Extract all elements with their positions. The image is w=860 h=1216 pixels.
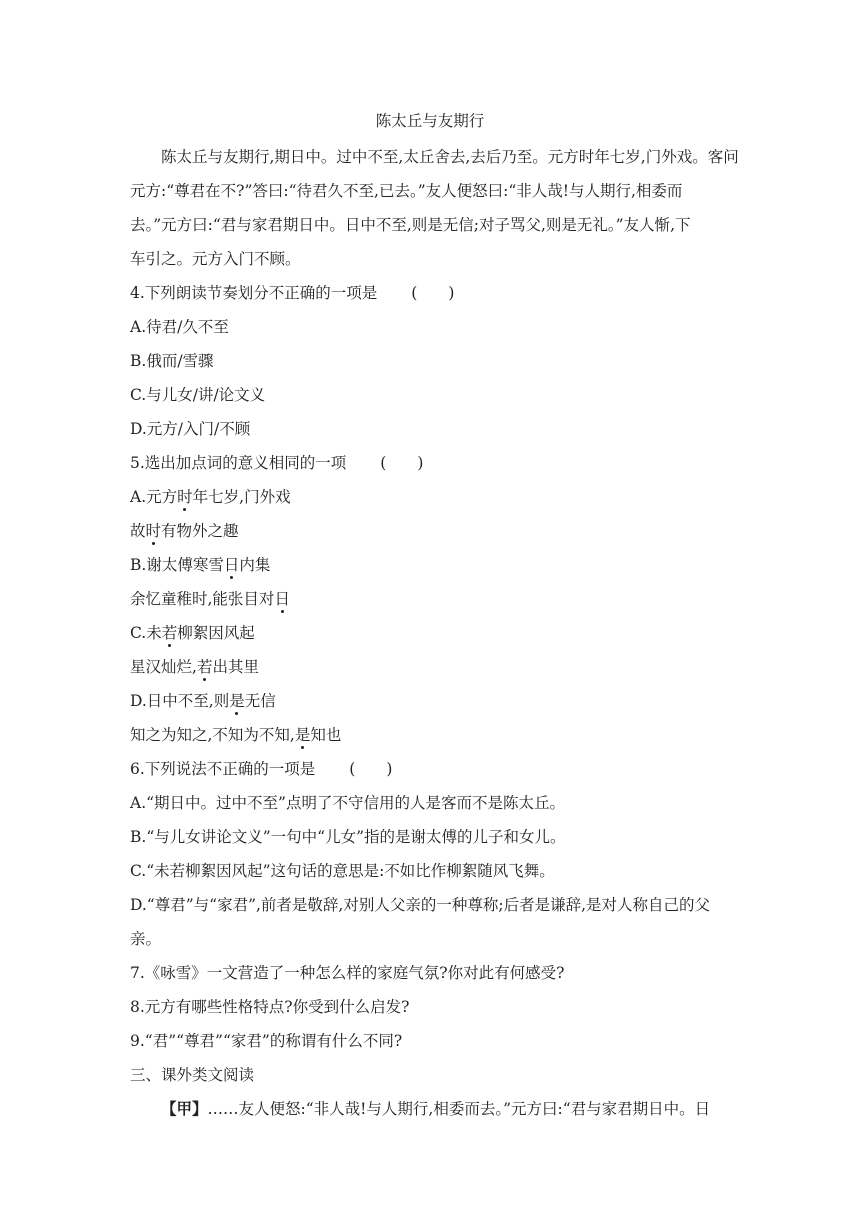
q6-option-b: B.“与儿女讲论文义”一句中“儿女”指的是谢太傅的儿子和女儿。	[130, 828, 566, 846]
text-segment: 余忆童稚时,能张目对	[130, 590, 275, 608]
q4-option-a: A.待君/久不至	[130, 318, 229, 336]
reading-jia	[130, 1099, 730, 1119]
question-6-stem: 6.下列说法不正确的一项是	[130, 760, 316, 778]
q5-option-b-line-2	[130, 589, 290, 609]
text-segment: C.未	[130, 624, 162, 642]
q5-option-a-line-1	[130, 487, 291, 507]
dotted-word: 是	[229, 692, 245, 710]
dotted-word: 日	[274, 590, 290, 608]
text-segment: 柳絮因风起	[177, 624, 255, 642]
dotted-word: 日	[223, 556, 240, 574]
passage-line-3: 去。”元方曰:“君与家君期日中。日中不至,则是无信;对子骂父,则是无礼。”友人惭,下	[130, 216, 691, 234]
q4-option-b: B.俄而/雪骤	[130, 352, 214, 370]
text-segment: 有物外之趣	[161, 522, 239, 540]
text-segment: 出其里	[212, 658, 259, 676]
dotted-word: 时	[177, 488, 193, 506]
q5-option-c-line-1	[130, 623, 255, 643]
q5-option-d-line-1	[130, 691, 276, 711]
question-5-stem: 5.选出加点词的意义相同的一项	[130, 454, 347, 472]
answer-bracket: ( )	[380, 454, 424, 472]
text-segment: A.元方	[130, 488, 178, 506]
question-8: 8.元方有哪些性格特点?你受到什么启发?	[130, 998, 410, 1016]
question-9: 9.“君”“尊君”“家君”的称谓有什么不同?	[130, 1032, 403, 1050]
passage-line-4: 车引之。元方入门不顾。	[130, 250, 301, 268]
q6-option-d-line-1: D.“尊君”与“家君”,前者是敬辞,对别人父亲的一种尊称;后者是谦辞,是对人称自己的父	[130, 896, 711, 914]
text-segment: 知也	[310, 726, 342, 744]
q5-option-d-line-2	[130, 725, 341, 745]
text-segment: D.日中不至,则	[130, 692, 230, 710]
dotted-word: 若	[196, 658, 213, 676]
dotted-word: 时	[145, 522, 162, 540]
q6-option-d-line-2: 亲。	[130, 930, 162, 948]
passage-title: 陈太丘与友期行	[375, 112, 485, 130]
q6-option-a: A.“期日中。过中不至”点明了不守信用的人是客而不是陈太丘。	[130, 794, 565, 812]
passage-line-2: 元方:“尊君在不?”答曰:“待君久不至,已去。”友人便怒曰:“非人哉!与人期行,相委而	[130, 182, 683, 200]
text-segment: 内集	[239, 556, 271, 574]
question-6	[130, 759, 392, 779]
text-segment: 星汉灿烂,	[130, 658, 197, 676]
q5-option-a-line-2	[130, 521, 239, 541]
text-segment: 知之为知之,不知为不知,	[130, 726, 295, 744]
question-5	[130, 453, 423, 473]
section-heading: 三、课外类文阅读	[130, 1066, 255, 1084]
text-segment: 年七岁,门外戏	[192, 488, 291, 506]
dotted-word: 是	[294, 726, 311, 744]
passage-line-1: 陈太丘与友期行,期日中。过中不至,太丘舍去,去后乃至。元方时年七岁,门外戏。客问	[161, 148, 739, 166]
jia-text: ……友人便怒:“非人哉!与人期行,相委而去。”元方曰:“君与家君期日中。日	[207, 1100, 711, 1118]
question-7: 7.《咏雪》一文营造了一种怎么样的家庭气氛?你对此有何感受?	[130, 964, 565, 982]
text-segment: 故	[130, 522, 146, 540]
question-4-stem: 4.下列朗读节奏划分不正确的一项是	[130, 284, 378, 302]
q6-option-c: C.“未若柳絮因风起”这句话的意思是:不如比作柳絮随风飞舞。	[130, 862, 555, 880]
q5-option-b-line-1	[130, 555, 270, 575]
answer-bracket: ( )	[349, 760, 393, 778]
q4-option-d: D.元方/入门/不顾	[130, 420, 251, 438]
jia-label: 【甲】	[161, 1099, 208, 1118]
question-4	[130, 283, 454, 303]
dotted-word: 若	[161, 624, 178, 642]
q5-option-c-line-2	[130, 657, 259, 677]
answer-bracket: ( )	[411, 284, 455, 302]
q4-option-c: C.与儿女/讲/论文义	[130, 386, 266, 404]
text-segment: B.谢太傅寒雪	[130, 556, 224, 574]
text-segment: 无信	[244, 692, 276, 710]
